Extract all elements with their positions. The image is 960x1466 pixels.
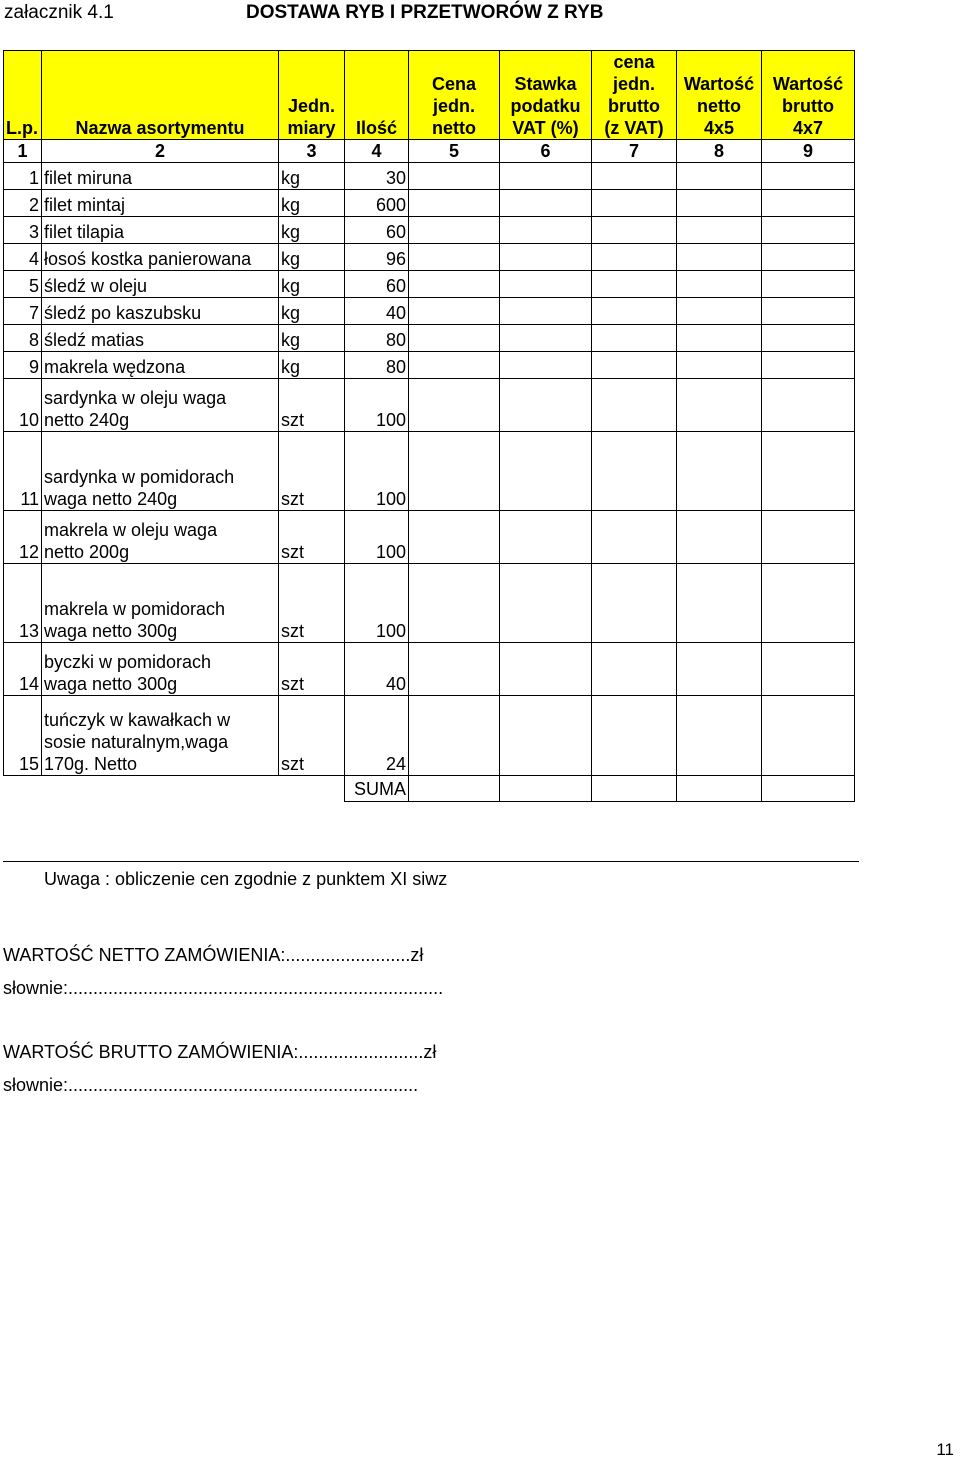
empty-cell [592,379,677,432]
row-qty: 100 [345,379,409,432]
row-unit: szt [279,643,345,696]
empty-cell [592,432,677,511]
row-lp: 8 [4,325,42,352]
empty-cell [677,244,762,271]
empty-cell [500,564,592,643]
net-total-line: WARTOŚĆ NETTO ZAMÓWIENIA:.........................zł [3,945,424,965]
table-row [4,163,855,190]
row-lp: 10 [4,379,42,432]
column-number: 8 [677,140,762,163]
row-unit: kg [279,325,345,352]
row-name: makrela wędzona [42,352,279,379]
column-number: 9 [762,140,855,163]
empty-cell [500,511,592,564]
empty-cell [500,379,592,432]
header-lp: L.p. [4,51,42,140]
empty-cell [409,325,500,352]
row-name: sardynka w pomidorach waga netto 240g [42,432,279,511]
empty-cell [500,163,592,190]
empty-cell [762,352,855,379]
empty-cell [409,432,500,511]
column-number: 5 [409,140,500,163]
table-row [4,696,855,776]
table-row [4,564,855,643]
header-vat: Stawka podatku VAT (%) [500,51,592,140]
empty-cell [500,325,592,352]
empty-cell [592,511,677,564]
empty-cell [409,696,500,776]
empty-cell [762,379,855,432]
column-number-row [4,140,855,163]
column-number: 7 [592,140,677,163]
empty-cell [677,325,762,352]
empty-cell [409,564,500,643]
row-lp: 4 [4,244,42,271]
row-qty: 80 [345,325,409,352]
empty-cell [677,352,762,379]
row-name: makrela w pomidorach waga netto 300g [42,564,279,643]
empty-cell [409,217,500,244]
empty-cell [500,271,592,298]
row-qty: 100 [345,511,409,564]
row-unit: kg [279,163,345,190]
net-words-line: słownie:........................................................................... [3,978,444,998]
row-unit: szt [279,696,345,776]
empty-cell [762,244,855,271]
table-row [4,511,855,564]
empty-cell [592,244,677,271]
row-unit: kg [279,352,345,379]
empty-cell [677,643,762,696]
empty-cell [409,271,500,298]
row-lp: 9 [4,352,42,379]
column-number: 4 [345,140,409,163]
empty-cell [409,352,500,379]
row-qty: 600 [345,190,409,217]
column-number: 1 [4,140,42,163]
table-body [4,163,855,776]
empty-cell [762,643,855,696]
row-lp: 7 [4,298,42,325]
empty-cell [592,352,677,379]
table-row [4,298,855,325]
row-name: makrela w oleju waga netto 200g [42,511,279,564]
row-qty: 40 [345,643,409,696]
row-unit: kg [279,244,345,271]
row-lp: 13 [4,564,42,643]
empty-cell [677,217,762,244]
row-name: filet tilapia [42,217,279,244]
sum-row [4,776,855,802]
empty-cell [409,379,500,432]
row-qty: 30 [345,163,409,190]
row-name: łosoś kostka panierowana [42,244,279,271]
document-title: DOSTAWA RYB I PRZETWORÓW Z RYB [246,2,604,23]
empty-cell [677,432,762,511]
table-row [4,244,855,271]
header-row [4,51,855,140]
empty-cell [592,325,677,352]
annex-label: załacznik 4.1 [4,2,114,23]
header-value-net: Wartość netto 4x5 [677,51,762,140]
empty-cell [409,298,500,325]
row-lp: 14 [4,643,42,696]
empty-cell [677,298,762,325]
header-value-gross: Wartość brutto 4x7 [762,51,855,140]
empty-cell [592,643,677,696]
empty-cell [592,271,677,298]
row-name: filet mintaj [42,190,279,217]
table-row [4,432,855,511]
row-qty: 96 [345,244,409,271]
divider [3,861,859,862]
header-name: Nazwa asortymentu [42,51,279,140]
empty-cell [762,564,855,643]
note: Uwaga : obliczenie cen zgodnie z punktem XI siwz [44,869,448,889]
table-row [4,379,855,432]
gross-total-line: WARTOŚĆ BRUTTO ZAMÓWIENIA:.........................zł [3,1042,437,1062]
column-number: 6 [500,140,592,163]
row-unit: kg [279,217,345,244]
empty-cell [762,511,855,564]
column-number: 2 [42,140,279,163]
row-lp: 11 [4,432,42,511]
empty-cell [677,271,762,298]
row-unit: szt [279,432,345,511]
empty-cell [677,511,762,564]
row-lp: 12 [4,511,42,564]
row-qty: 60 [345,271,409,298]
empty-cell [409,511,500,564]
table-row [4,217,855,244]
empty-cell [762,163,855,190]
row-unit: kg [279,190,345,217]
sum-label: SUMA [345,776,409,802]
empty-cell [500,352,592,379]
empty-cell [762,217,855,244]
row-name: filet miruna [42,163,279,190]
row-unit: szt [279,564,345,643]
row-qty: 60 [345,217,409,244]
row-lp: 1 [4,163,42,190]
empty-cell [762,432,855,511]
order-table [3,50,855,802]
row-name: śledź w oleju [42,271,279,298]
empty-cell [409,163,500,190]
empty-cell [677,564,762,643]
empty-cell [762,325,855,352]
empty-cell [592,163,677,190]
row-lp: 15 [4,696,42,776]
table-row [4,271,855,298]
row-qty: 40 [345,298,409,325]
row-name: tuńczyk w kawałkach w sosie naturalnym,waga 170g. Netto [42,696,279,776]
empty-cell [409,190,500,217]
row-qty: 100 [345,432,409,511]
empty-cell [592,564,677,643]
empty-cell [409,643,500,696]
row-lp: 3 [4,217,42,244]
table-row [4,352,855,379]
row-qty: 24 [345,696,409,776]
table-row [4,325,855,352]
empty-cell [677,163,762,190]
row-qty: 80 [345,352,409,379]
empty-cell [762,696,855,776]
row-unit: kg [279,298,345,325]
empty-cell [762,190,855,217]
page-number: 11 [936,1440,954,1459]
empty-cell [592,298,677,325]
gross-words-line: słownie:...................................................................... [3,1075,419,1095]
empty-cell [592,696,677,776]
row-name: sardynka w oleju waga netto 240g [42,379,279,432]
header-price-net: Cena jedn. netto [409,51,500,140]
empty-cell [677,379,762,432]
empty-cell [762,271,855,298]
row-qty: 100 [345,564,409,643]
row-name: byczki w pomidorach waga netto 300g [42,643,279,696]
header-price-gross: cena jedn. brutto (z VAT) [592,51,677,140]
empty-cell [677,696,762,776]
table-row [4,190,855,217]
header-qty: Ilość [345,51,409,140]
empty-cell [592,190,677,217]
empty-cell [500,217,592,244]
row-name: śledź po kaszubsku [42,298,279,325]
empty-cell [409,244,500,271]
empty-cell [762,298,855,325]
column-number: 3 [279,140,345,163]
table-row [4,643,855,696]
row-unit: kg [279,271,345,298]
empty-cell [677,190,762,217]
empty-cell [500,432,592,511]
row-unit: szt [279,511,345,564]
empty-cell [500,696,592,776]
row-lp: 5 [4,271,42,298]
empty-cell [500,643,592,696]
row-unit: szt [279,379,345,432]
row-name: śledź matias [42,325,279,352]
row-lp: 2 [4,190,42,217]
empty-cell [500,298,592,325]
empty-cell [592,217,677,244]
empty-cell [500,190,592,217]
empty-cell [500,244,592,271]
header-unit: Jedn. miary [279,51,345,140]
